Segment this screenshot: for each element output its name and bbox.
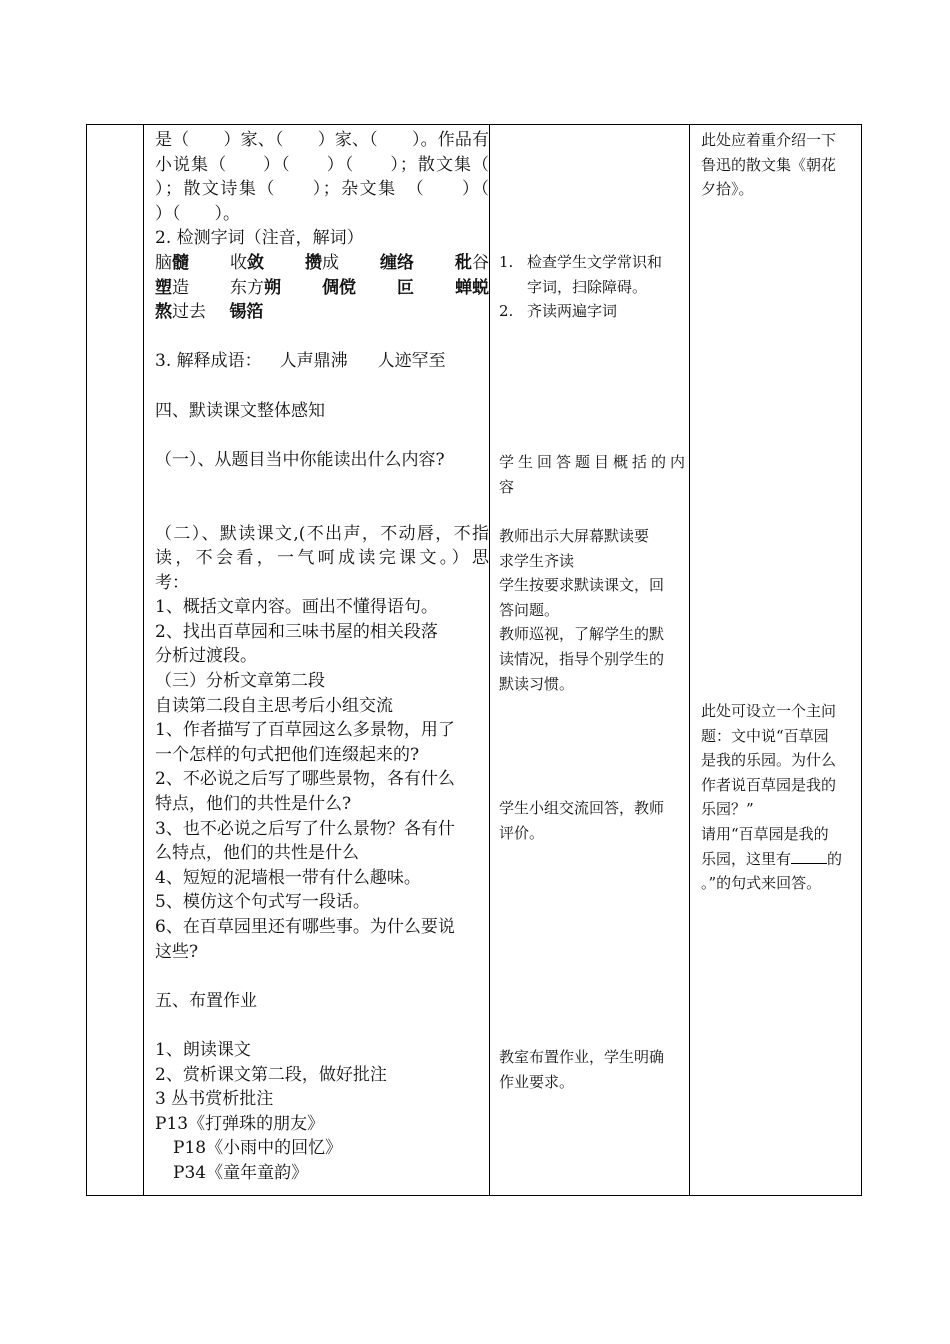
column-divider bbox=[489, 125, 490, 1195]
question-line: （一）、从题目当中你能读出什么内容? bbox=[155, 449, 445, 470]
answer-line: 学生回答题目概括的内 bbox=[499, 453, 685, 471]
note-line: 题：文中说“百草园 bbox=[701, 726, 829, 745]
homework-item: P18《小雨中的回忆》 bbox=[173, 1138, 343, 1159]
question-line: （二）、默读课文,(不出声，不动唇，不指 bbox=[155, 523, 489, 544]
note-line: 。”的句式来回答。 bbox=[701, 874, 822, 893]
lesson-plan-table bbox=[86, 124, 862, 1196]
list-item: 字词，扫除障碍。 bbox=[527, 277, 648, 296]
note-line: 此处可设立一个主问 bbox=[701, 702, 837, 720]
answer-line: 教师出示大屏幕默读要 bbox=[499, 527, 650, 545]
literature-fill-line: ）；散文诗集（ ）；杂文集 （ ）（ bbox=[155, 179, 489, 200]
word-row: 熬过去 锡箔 bbox=[155, 302, 264, 323]
answer-line: 读情况，指导个别学生的 bbox=[499, 649, 665, 668]
teaching-content-column bbox=[145, 125, 489, 1186]
answer-line: 作业要求。 bbox=[499, 1072, 575, 1091]
q1-answer bbox=[499, 450, 685, 499]
homework-item: P34《童年童韵》 bbox=[173, 1162, 309, 1183]
section-title: （三）分析文章第二段 bbox=[155, 671, 325, 692]
column-divider bbox=[689, 125, 690, 1195]
section-title: 五、布置作业 bbox=[155, 990, 257, 1011]
question-item: 这些? bbox=[155, 941, 199, 962]
answer-line: 容 bbox=[499, 477, 515, 496]
note-line: 作者说百草园是我的 bbox=[701, 775, 837, 794]
question-item: 1、作者描写了百草园这么多景物，用了 bbox=[155, 720, 455, 741]
note-literature bbox=[701, 128, 857, 202]
question-item: 1、概括文章内容。画出不懂得语句。 bbox=[155, 597, 438, 618]
notes-column bbox=[691, 125, 861, 893]
literature-fill-line: ）（ ）。 bbox=[155, 203, 240, 224]
question-item: 2、找出百草园和三味书屋的相关段落 bbox=[155, 621, 438, 642]
question-item: 一个怎样的句式把他们连缀起来的? bbox=[155, 744, 420, 765]
section-title: 2. 检测字词（注音，解词） bbox=[155, 228, 364, 249]
literature-fill-line: 小说集（ ）（ ）（ ）；散文集（ bbox=[155, 154, 489, 175]
homework-item: 3 丛书赏析批注 bbox=[155, 1089, 274, 1110]
note-line: 乐园？” bbox=[701, 800, 754, 819]
note-line: 请用“百草园是我的 bbox=[701, 824, 829, 843]
answer-line: 默读习惯。 bbox=[499, 674, 575, 693]
note-line: 是我的乐园。为什么 bbox=[701, 751, 837, 770]
answer-line: 学生小组交流回答，教师 bbox=[499, 799, 665, 817]
question-item: 3、也不必说之后写了什么景物？各有什 bbox=[155, 818, 455, 839]
answer-line: 教师巡视，了解学生的默 bbox=[499, 625, 665, 644]
question-item: 么特点，他们的共性是什么 bbox=[155, 843, 359, 864]
note-line: 此处应着重介绍一下 bbox=[701, 131, 837, 149]
idiom-line: 3. 解释成语： 人声鼎沸 人迹罕至 bbox=[155, 351, 446, 372]
fill-blank bbox=[791, 849, 827, 864]
question-line: 考： bbox=[155, 572, 189, 593]
question-item: 2、不必说之后写了哪些景物，各有什么 bbox=[155, 769, 455, 790]
question-item: 6、在百草园里还有哪些事。为什么要说 bbox=[155, 917, 455, 937]
homework-item: P13《打弹珠的朋友》 bbox=[155, 1113, 325, 1134]
section-title: 四、默读课文整体感知 bbox=[155, 400, 325, 421]
check-list bbox=[499, 250, 685, 324]
column-divider bbox=[143, 125, 144, 1195]
answer-line: 教室布置作业，学生明确 bbox=[499, 1048, 665, 1066]
word-row: 塑造 东方朔 倜傥 叵 蝉蜕 bbox=[155, 277, 489, 298]
note-line: 鲁迅的散文集《朝花 bbox=[701, 155, 837, 174]
question-item: 特点，他们的共性是什么? bbox=[155, 794, 352, 815]
answer-line: 求学生齐读 bbox=[499, 551, 575, 570]
note-main-question bbox=[701, 699, 857, 896]
question-item: 自读第二段自主思考后小组交流 bbox=[155, 695, 393, 716]
literature-fill-line: 是（ ）家、（ ）家、（ ）。作品有 bbox=[155, 130, 489, 150]
answer-line: 答问题。 bbox=[499, 600, 560, 619]
word-row: 脑髓 收敛 攒成 缠络 秕谷 bbox=[155, 252, 489, 273]
question-item: 分析过渡段。 bbox=[155, 646, 257, 667]
question-item: 5、模仿这个句式写一段话。 bbox=[155, 892, 370, 913]
answer-line: 学生按要求默读课文，回 bbox=[499, 576, 665, 595]
homework-answer bbox=[499, 1045, 685, 1094]
homework-item: 1、朗读课文 bbox=[155, 1039, 251, 1060]
note-line: 乐园，这里有 的 bbox=[701, 849, 843, 868]
list-item: 1. 检查学生文学常识和 bbox=[499, 253, 663, 271]
answer-line: 评价。 bbox=[499, 823, 545, 842]
note-line: 夕拾》。 bbox=[701, 180, 754, 199]
q3-answer bbox=[499, 796, 685, 845]
q2-answer bbox=[499, 524, 685, 696]
list-item: 2. 齐读两遍字词 bbox=[499, 302, 618, 321]
homework-item: 2、赏析课文第二段，做好批注 bbox=[155, 1064, 387, 1085]
question-item: 4、短短的泥墙根一带有什么趣味。 bbox=[155, 867, 421, 888]
question-line: 读，不会看，一气呵成读完课文。）思 bbox=[155, 548, 489, 569]
